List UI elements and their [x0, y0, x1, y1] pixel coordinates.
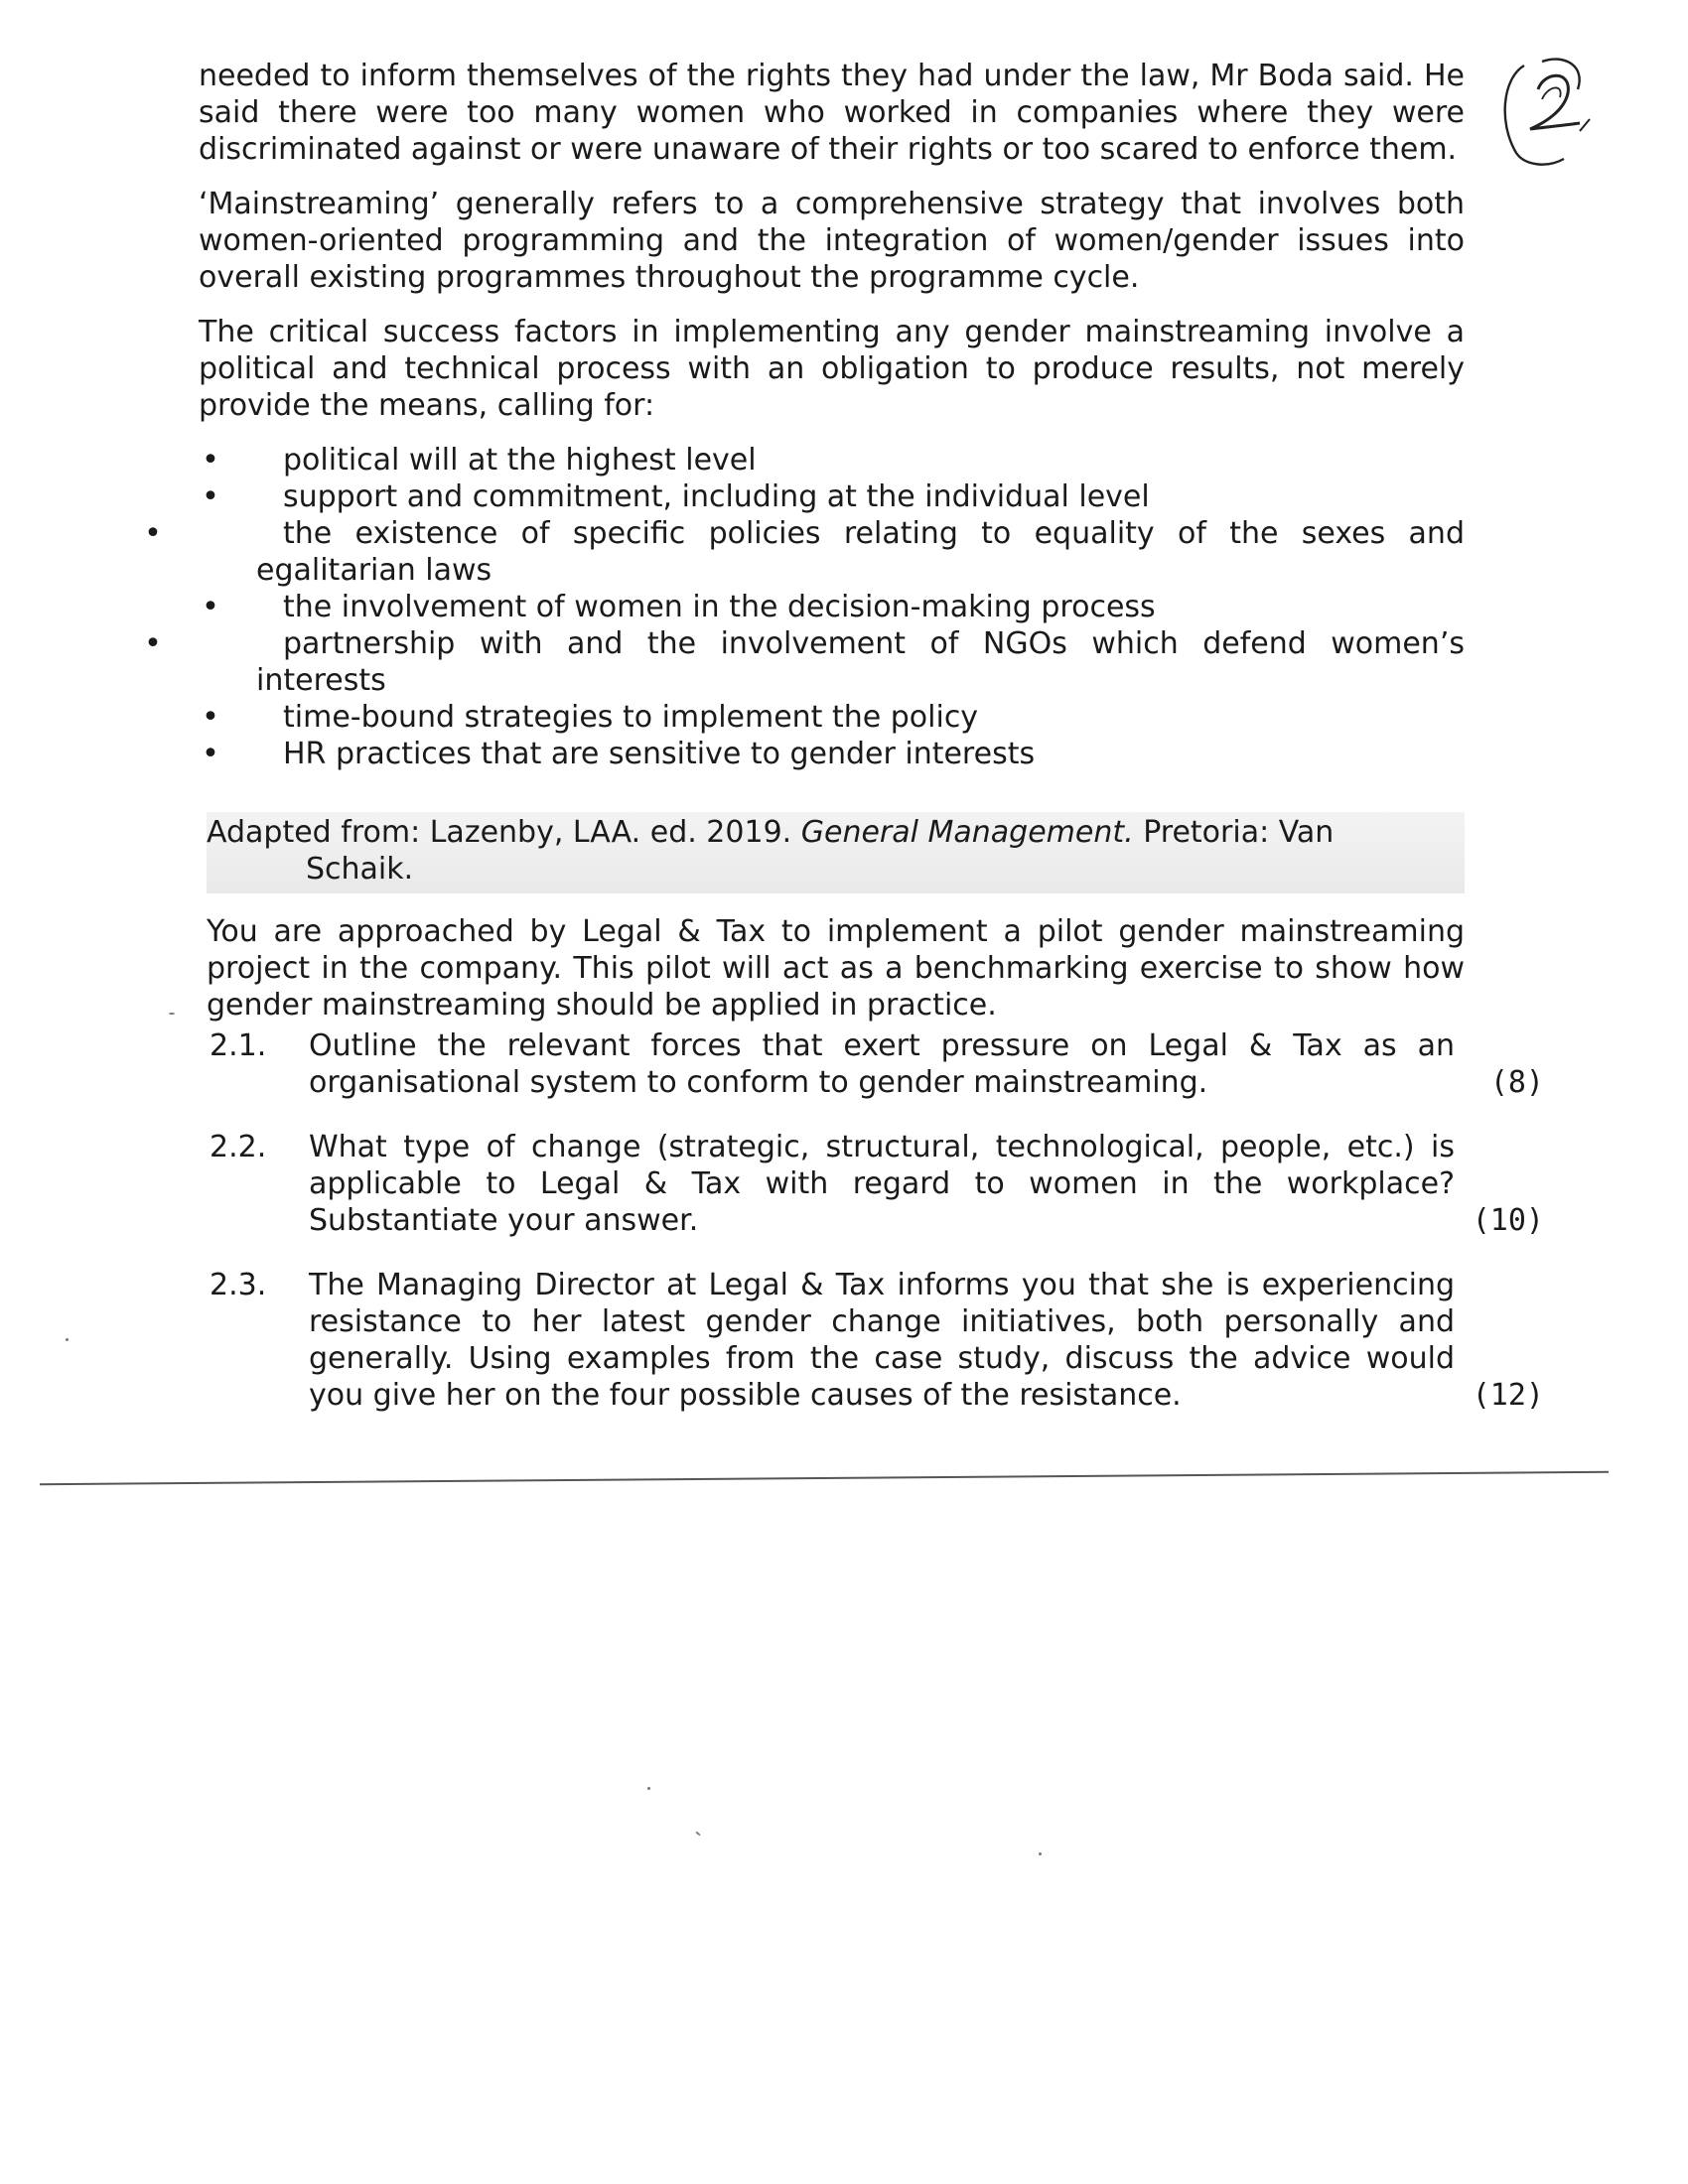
bullet-icon: • [202, 700, 219, 735]
bullet-icon: • [202, 443, 219, 478]
bullet-icon: • [202, 590, 219, 624]
list-item: • the existence of specific policies relating to equality of the sexes and egalitarian laws [144, 516, 1465, 588]
question-2-1 [207, 1027, 1544, 1101]
question-text: What type of change (strategic, structural, technological, people, etc.) is applicable to Legal & Tax with regard to women in the workplace? Substantiate your answer. [309, 1130, 1455, 1238]
scan-speck [695, 1831, 701, 1836]
citation-suffix: Pretoria: Van [1143, 815, 1335, 850]
question-marks: (10) [1472, 1203, 1544, 1238]
handwritten-page-number-annotation [1494, 54, 1594, 173]
list-item: • support and commitment, including at the individual level [202, 479, 1150, 514]
question-text: Outline the relevant forces that exert pressure on Legal & Tax as an organisational system to conform to gender mainstreaming. [309, 1028, 1455, 1100]
list-item: • the involvement of women in the decision-making process [202, 590, 1156, 624]
section-divider [40, 1471, 1609, 1485]
question-text: The Managing Director at Legal & Tax informs you that she is experiencing resistance to her latest gender change initiatives, both personally and generally. Using examples from the case study, discuss the advice would you give her on the four possible causes of the resistance. [309, 1268, 1455, 1413]
bullet-icon: • [144, 626, 162, 661]
list-item: • partnership with and the involvement of NGOs which defend women’s interests [144, 626, 1465, 698]
bullet-icon: • [202, 737, 219, 771]
question-number: 2.3. [210, 1268, 267, 1302]
question-2-3 [207, 1267, 1544, 1414]
list-item: • time-bound strategies to implement the policy [202, 700, 979, 735]
scan-speck [647, 1787, 650, 1790]
citation-continuation: Schaik. [306, 852, 414, 887]
success-factors-paragraph: The critical success factors in implementing any gender mainstreaming involve a political and technical process with an obligation to produce results, not merely provide the means, calling for: [199, 315, 1465, 423]
scan-speck [1039, 1852, 1042, 1855]
citation-title: General Management. [800, 815, 1134, 850]
question-number: 2.1. [210, 1028, 267, 1063]
bullet-icon: • [144, 516, 162, 551]
intro-paragraph: needed to inform themselves of the rights they had under the law, Mr Boda said. He said there were too many women who worked in companies where they were discriminated against or were unaware of their rights or too scared to enforce them. [199, 59, 1465, 167]
question-number: 2.2. [210, 1130, 267, 1164]
scenario-paragraph: You are approached by Legal & Tax to implement a pilot gender mainstreaming project in the company. This pilot will act as a benchmarking exercise to show how gender mainstreaming should be applied in practice. [207, 914, 1465, 1023]
list-item: • HR practices that are sensitive to gender interests [202, 737, 1036, 771]
scan-speck [169, 1013, 175, 1015]
question-2-2 [207, 1129, 1544, 1239]
scan-speck [66, 1338, 69, 1341]
question-marks: (12) [1472, 1378, 1544, 1413]
list-item: • political will at the highest level [202, 443, 757, 478]
document-page [144, 58, 1544, 1414]
source-citation [207, 812, 1465, 893]
mainstreaming-paragraph: ‘Mainstreaming’ generally refers to a comprehensive strategy that involves both women-oriented programming and the integration of women/gender issues into overall existing programmes throughout the programme cycle. [199, 187, 1465, 295]
bullet-icon: • [202, 479, 219, 514]
question-marks: (8) [1489, 1065, 1544, 1100]
citation-prefix: Adapted from: Lazenby, LAA. ed. 2019. [207, 815, 792, 850]
success-factors-list [144, 442, 1465, 772]
